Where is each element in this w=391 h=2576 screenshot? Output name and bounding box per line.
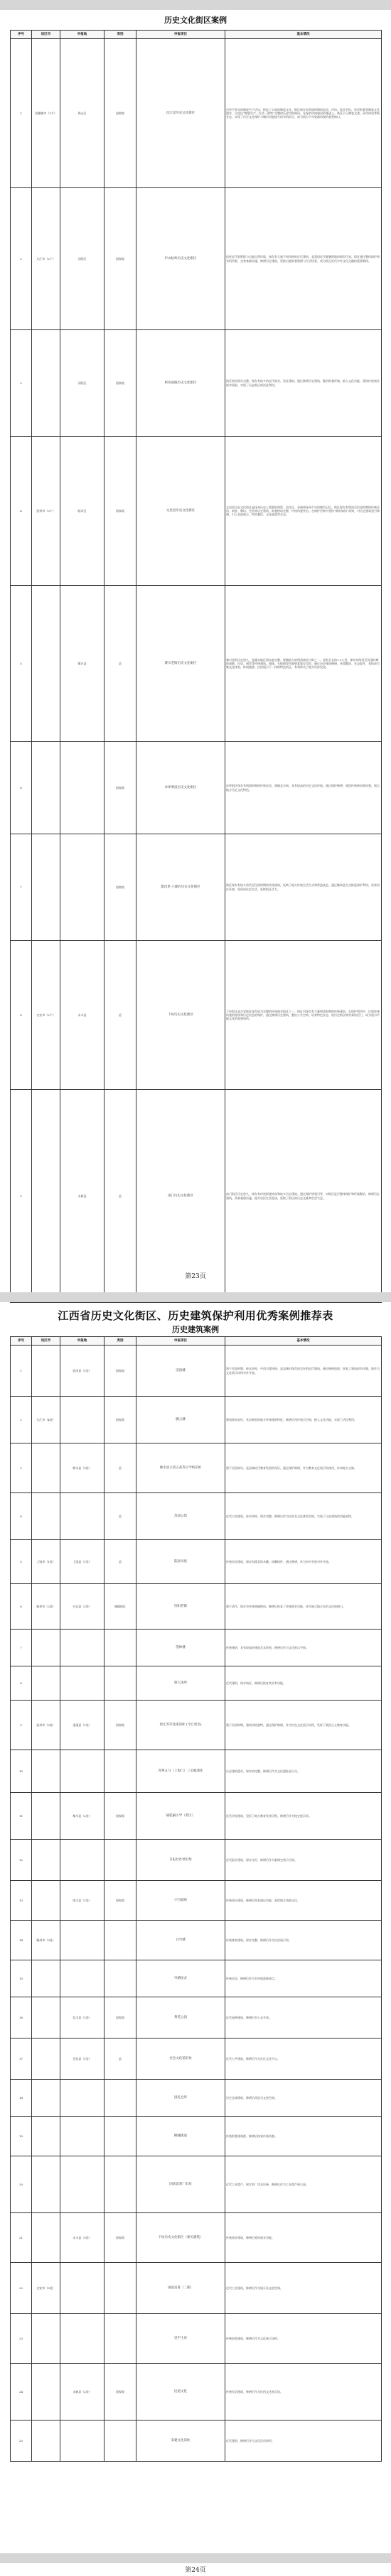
- cell-project: 柳城街道: [136, 2117, 225, 2156]
- table-row: [11, 586, 382, 742]
- cell-no: 1: [11, 1346, 32, 1397]
- cell-project: 建昌里·六源府历史文化街区: [136, 834, 225, 941]
- col-header-project: 申报项目: [136, 1337, 225, 1346]
- cell-desc: 近代工业建筑，修缮后作为展示及文创空间。: [225, 2263, 382, 2314]
- cell-project: 日报社社址旧址: [136, 1840, 225, 1881]
- cell-type: 县: [105, 1540, 136, 1584]
- cell-place: 浔阳区: [60, 188, 105, 330]
- cell-place: 信丰县（1处）: [60, 1997, 105, 2039]
- cell-place: [60, 834, 105, 941]
- cell-city: 抚州市（3个）: [32, 437, 60, 586]
- cell-city: [32, 586, 60, 742]
- table-row: [11, 1997, 382, 2039]
- cell-city: [32, 2039, 60, 2080]
- cell-desc: 近代建筑，修缮后作为文化活动场所。: [225, 2421, 382, 2462]
- cell-place: 分宜县（2处）: [60, 1584, 105, 1630]
- cell-desc: 南门街区历史悠久，保存有传统街巷格局和较多历史建筑。通过保护规划引导，对街区进行整体保护和环境整治，修缮历史建筑，改善基础设施，提升居民生活品质，延续了街区的历史文脉和生活气息。: [225, 1090, 382, 1303]
- cell-type: [105, 2263, 136, 2314]
- cell-place: 临川区: [60, 437, 105, 586]
- cell-place: [60, 1493, 105, 1540]
- page-b: [0, 1292, 391, 2576]
- cell-city: [32, 1346, 60, 1397]
- cell-no: 7: [11, 1630, 32, 1666]
- cell-project: 下坊历史文化街区（相关建筑）: [136, 2213, 225, 2263]
- cell-type: [105, 1666, 136, 1701]
- cell-type: 国家级: [105, 330, 136, 437]
- page-number-a: 第23页: [185, 1273, 206, 1280]
- cell-desc: 传统戏台建筑，修缮后恢复演出功能，延续地方戏曲文化。: [225, 1881, 382, 1921]
- cell-place: [60, 1840, 105, 1881]
- table-row: [11, 2039, 382, 2080]
- cell-no: 23: [11, 2314, 32, 2364]
- cell-no: 6: [11, 742, 32, 834]
- cell-project: 陆园书屋: [136, 1540, 225, 1584]
- cell-type: 国家级: [105, 1346, 136, 1397]
- cell-desc: 近代公馆建筑，砖木结构，保存完整。修缮后作为民宿及文化体验空间，实现了历史建筑的功能延续。: [225, 1493, 382, 1540]
- cell-place: 永丰县（3处）: [60, 2213, 105, 2263]
- cell-place: [60, 1397, 105, 1443]
- cell-project: 沙坪明清历史文化街区: [136, 742, 225, 834]
- cell-type: [105, 2156, 136, 2213]
- cell-type: [105, 2080, 136, 2117]
- cell-type: 国家级: [105, 1701, 136, 1750]
- cell-city: [32, 834, 60, 941]
- cell-place: 永新县: [60, 1090, 105, 1303]
- cell-type: 国家级: [105, 1997, 136, 2039]
- table-row: [11, 2213, 382, 2263]
- col-header-type: 类别: [105, 31, 136, 39]
- cell-no: 14: [11, 1921, 32, 1960]
- cell-no: 3: [11, 330, 32, 437]
- cell-project: 国富雷菁厂旧址: [136, 2156, 225, 2213]
- cell-no: 21: [11, 2213, 32, 2263]
- cell-city: [32, 2314, 60, 2364]
- table-row: [11, 1793, 382, 1840]
- table-b: [10, 1336, 382, 2462]
- section-title-b: 历史建筑案例: [172, 1325, 219, 1334]
- cell-desc: 街区格局保存完整，保存有较多的近代商业、居住建筑。通过修缮历史建筑、整治街巷环境、植入文化功能，延续传统商业街市氛围，实现了历史街区的活化利用。: [225, 330, 382, 437]
- cell-desc: 传统民居，修缮后作为乡村旅游接待点。: [225, 1960, 382, 1997]
- cell-no: 5: [11, 1540, 32, 1584]
- cell-place: [60, 2263, 105, 2314]
- cell-type: 国家级: [105, 2213, 136, 2263]
- cell-desc: 沙坪街区保存有明清时期的传统民居、商铺及宗祠，具有较高的历史文化价值。通过保护修缮，延续传统格局和风貌，展示地方历史文化特色。: [225, 742, 382, 834]
- cell-no: 20: [11, 2156, 32, 2213]
- cell-place: [60, 742, 105, 834]
- cell-no: 25: [11, 2421, 32, 2462]
- cell-desc: 文昌里历史文化街区是抚州历史上重要的商贸、居住区，承载着抚州千年的城市记忆。街区保存有明清至民国时期的传统民居、祠堂、牌坊、会馆等历史建筑，街巷格局完整，传统风貌突出。在保护更新中坚持“修旧如旧”原则，对历史建筑进行修缮，引入非遗展示、特色餐饮、文化旅游等业态。: [225, 437, 382, 586]
- cell-type: [105, 2314, 136, 2364]
- cell-project: 文昌里历史文化街区: [136, 437, 225, 586]
- cell-type: 县: [105, 2039, 136, 2080]
- table-row: [11, 1540, 382, 1584]
- table-row: [11, 1397, 382, 1443]
- cell-project: 黄花公园: [136, 1997, 225, 2039]
- cell-city: [32, 2213, 60, 2263]
- cell-place: 彭泽县（1处）: [60, 1346, 105, 1397]
- col-header-no: 序号: [11, 31, 32, 39]
- table-row: [11, 2364, 382, 2421]
- cell-type: 国家级: [105, 1793, 136, 1840]
- cell-city: [32, 330, 60, 437]
- cell-type: [105, 1960, 136, 1997]
- cell-place: [60, 1666, 105, 1701]
- cell-place: [60, 2080, 105, 2117]
- cell-no: 4: [11, 1493, 32, 1540]
- table-row: [11, 1750, 382, 1793]
- cell-project: 原江苏军党部旧址 (今已更名): [136, 1701, 225, 1750]
- col-header-city: 设区市: [32, 1337, 60, 1346]
- cell-no: 9: [11, 1090, 32, 1303]
- col-header-place: 申报地: [60, 1337, 105, 1346]
- cell-desc: 建于民国时期，建筑风格独特。通过保护修缮，作为红色文化展示场所，发挥了爱国主义教育功能。: [225, 1701, 382, 1750]
- cell-project: 南门历史文化街区: [136, 1090, 225, 1303]
- col-header-no: 序号: [11, 1337, 32, 1346]
- table-row: [11, 2117, 382, 2156]
- table-row: [11, 1881, 382, 1921]
- cell-desc: 街区保存有较多清代至民国时期的传统建筑，反映了地方传统生活方式和营造技艺。通过微改造方式推进保护利用，改善居住环境，保留原住民生活，延续街区活力。: [225, 834, 382, 941]
- cell-project: 民道文化: [136, 2364, 225, 2421]
- cell-city: [32, 1960, 60, 1997]
- cell-desc: 黎川老街历史悠久，是赣东地区保存最完整、规模最大的明清商业古街之一。老街全长约1.5公里，保存有明清至民国时期的商铺、民居、祠堂等传统建筑，骑楼、石板路等风貌要素保存完好。通过历史建筑修缮、环境整治、业态提升，老街成为集文化体验、休闲旅游、民俗展示于一体的特色街区，有效带动了地方经济发展。: [225, 586, 382, 742]
- cell-city: [32, 1750, 60, 1793]
- cell-no: 3: [11, 1443, 32, 1493]
- cell-place: [60, 1630, 105, 1666]
- table-row: [11, 742, 382, 834]
- cell-city: 吉安市（2个）: [32, 941, 60, 1090]
- table-row: [11, 2156, 382, 2213]
- col-header-city: 设区市: [32, 31, 60, 39]
- table-row: [11, 437, 382, 586]
- cell-place: 永新县（2处）: [60, 2364, 105, 2421]
- cell-type: 国家级: [105, 742, 136, 834]
- cell-no: 24: [11, 2364, 32, 2421]
- cell-no: 2: [11, 188, 32, 330]
- cell-place: 黎川县: [60, 586, 105, 742]
- cell-type: 县: [105, 1493, 136, 1540]
- table-row: [11, 834, 382, 941]
- table-header-row-a: [11, 31, 382, 39]
- cell-city: [32, 1997, 60, 2039]
- table-row: [11, 1443, 382, 1493]
- cell-project: 庐山牯岭历史文化街区: [136, 188, 225, 330]
- cell-no: 8: [11, 1666, 32, 1701]
- cell-type: 国家级: [105, 834, 136, 941]
- cell-city: 九江市（2个）: [32, 188, 60, 330]
- cell-type: 国家级: [105, 2364, 136, 2421]
- table-row: [11, 330, 382, 437]
- cell-place: 修水县（3处）: [60, 1443, 105, 1493]
- cell-desc: 传统商业建筑，修缮后延续商业功能。: [225, 2213, 382, 2263]
- cell-place: [60, 2156, 105, 2213]
- cell-desc: 建筑保存较好，具有典型的地方传统建筑特征。修缮后用作展示空间，植入文化功能，实现了活化利用。: [225, 1397, 382, 1443]
- cell-desc: 近代工业遗产，保存有厂房及设备，修缮后作为工业遗产展示园。: [225, 2156, 382, 2213]
- cell-place: [60, 2117, 105, 2156]
- cell-no: 13: [11, 1881, 32, 1921]
- table-row: [11, 39, 382, 188]
- table-row: [11, 1493, 382, 1540]
- cell-type: [105, 2117, 136, 2156]
- table-a: [10, 30, 382, 1303]
- cell-type: 国家级: [105, 188, 136, 330]
- cell-project: 里甲王府: [136, 2314, 225, 2364]
- cell-no: 1: [11, 39, 32, 188]
- cell-no: 16: [11, 1997, 32, 2039]
- cell-place: [60, 1921, 105, 1960]
- cell-desc: 传统客家建筑，保存完整，修缮后作为民俗展示馆。: [225, 1921, 382, 1960]
- cell-desc: 历史仓储建筑，修缮后改造为文创空间。: [225, 2080, 382, 2117]
- table-row: [11, 2080, 382, 2117]
- cell-city: [32, 1881, 60, 1921]
- cell-type: 国家级: [105, 1397, 136, 1443]
- cell-desc: 传统街巷建筑群，修缮后恢复传统风貌。: [225, 2117, 382, 2156]
- cell-project: 小巧剧场: [136, 1881, 225, 1921]
- cell-place: [60, 1750, 105, 1793]
- cell-city: [32, 2080, 60, 2117]
- cell-project: 钤阳老街: [136, 1584, 225, 1630]
- cell-place: 永丰县: [60, 941, 105, 1090]
- cell-no: 19: [11, 2117, 32, 2156]
- page-separator-band: [0, 1292, 391, 1302]
- cell-city: [32, 2117, 60, 2156]
- cell-city: 九江市（4处）: [32, 1397, 60, 1443]
- table-row: [11, 2263, 382, 2314]
- cell-place: 浔阳区: [60, 330, 105, 437]
- cell-no: 7: [11, 834, 32, 941]
- table-row: [11, 2421, 382, 2462]
- cell-place: 南丰县（1处）: [60, 1881, 105, 1921]
- cell-type: 国家级: [105, 1881, 136, 1921]
- cell-project: 国富雷菁（二期）: [136, 2263, 225, 2314]
- cell-no: 12: [11, 1840, 32, 1881]
- col-header-type: 类别: [105, 1337, 136, 1346]
- table-row: [11, 1346, 382, 1397]
- cell-city: [32, 2364, 60, 2421]
- table-row: [11, 1584, 382, 1630]
- cell-project: 黎川老街历史文化街区: [136, 586, 225, 742]
- document-title: 江西省历史文化街区、历史建筑保护利用优秀案例推荐表: [58, 1309, 333, 1322]
- cell-desc: 近代公共建筑，修缮后作为社区文化中心。: [225, 2039, 382, 2080]
- table-row: [11, 2314, 382, 2364]
- cell-no: 10: [11, 1750, 32, 1793]
- cell-no: 2: [11, 1397, 32, 1443]
- cell-place: [60, 2314, 105, 2364]
- cell-desc: 建于民国初年，是县域近代教育发展的见证。通过保护修缮，作为教育文化展示馆使用，传承地方文脉。: [225, 1443, 382, 1493]
- cell-desc: 历史建筑遗存，保存较完整。修缮后作为文化遗址展示点。: [225, 1750, 382, 1793]
- cell-project: 来建文化旧址: [136, 2421, 225, 2462]
- table-row: [11, 188, 382, 330]
- cell-no: 17: [11, 2039, 32, 2080]
- table-row: [11, 1840, 382, 1881]
- cell-desc: 传统民居建筑，保存有精美的木雕、砖雕构件。通过修缮，作为乡村书屋对外开放。: [225, 1540, 382, 1584]
- cell-desc: 下坊街区是吉安地区保存较为完整的传统商业街区之一，街区内保存有大量明清时期的传统建筑。在保护利用中，注重传统风貌的延续和历史信息的保护，通过修缮历史建筑、整治公共空间、培育特色业态，使历史街区焕发新的活力，成为展示庐陵文化的重要场所。: [225, 941, 382, 1090]
- cell-type: 县: [105, 1090, 136, 1303]
- cell-city: [32, 1630, 60, 1666]
- page-top-band: [0, 0, 391, 10]
- cell-no: 11: [11, 1793, 32, 1840]
- cell-type: 县: [105, 586, 136, 742]
- cell-desc: 历经千余年的陶瓷生产活动，积淀了丰富的陶瓷文化。街区保存有明清时期的窑房、作坊、瓷业会馆、里弄街巷等陶瓷文化遗存，呈现出“陶瓷生产—生活—销售”完整的历史空间格局。在保护传统格局的基础上，街区引入陶瓷文创、研学体验等新业态，实现了历史文化保护与城市功能提升的有机结合，成为展示千年瓷都风貌的重要窗口。: [225, 39, 382, 188]
- cell-city: [32, 1493, 60, 1540]
- cell-place: 珠山区: [60, 39, 105, 188]
- cell-city: [32, 1840, 60, 1881]
- cell-project: 修水县立第五高等小学校旧址: [136, 1443, 225, 1493]
- cell-type: [105, 1840, 136, 1881]
- table-row: [11, 1630, 382, 1666]
- cell-project: 苏州五马（上海门）三宝殿遗址: [136, 1750, 225, 1793]
- col-header-place: 申报地: [60, 31, 105, 39]
- table-row: [11, 1921, 382, 1960]
- cell-project: 下坊历史文化街区: [136, 941, 225, 1090]
- cell-place: 金溪县（1处）: [60, 1701, 105, 1750]
- cell-project: 箔林楼: [136, 1630, 225, 1666]
- cell-project: 昌江里历史文化街区: [136, 39, 225, 188]
- cell-project: 庾亮南路历史文化街区: [136, 330, 225, 437]
- cell-project: 苏园公馆: [136, 1493, 225, 1540]
- cell-project: 通乾嗣小学（苏区）: [136, 1793, 225, 1840]
- cell-project: 国礼仓库: [136, 2080, 225, 2117]
- cell-type: 县: [105, 1443, 136, 1493]
- cell-no: 18: [11, 2080, 32, 2117]
- cell-type: [105, 1750, 136, 1793]
- cell-place: [60, 1960, 105, 1997]
- cell-city: [32, 1793, 60, 1840]
- cell-desc: 传统府第建筑，修缮后作为文化展示场所。: [225, 2314, 382, 2364]
- col-header-project: 申报项目: [136, 31, 225, 39]
- cell-project: 岑塘屋舍: [136, 1960, 225, 1997]
- cell-city: 吉安市（5处）: [32, 2263, 60, 2314]
- page-bottom-band: [0, 2553, 391, 2563]
- cell-no: 9: [11, 1701, 32, 1750]
- cell-place: 黎川县（2处）: [60, 1793, 105, 1840]
- cell-no: 4: [11, 437, 32, 586]
- cell-place: [60, 2421, 105, 2462]
- cell-project: 沼园楼: [136, 1346, 225, 1397]
- cell-desc: 建于清代，保存有传统商铺格局。修缮后恢复了传统商业功能，成为展示地方民俗文化的窗口。: [225, 1584, 382, 1630]
- cell-no: 5: [11, 586, 32, 742]
- cell-desc: 近代报社建筑，保存完好，修缮后作为新闻史展示空间。: [225, 1840, 382, 1881]
- col-header-desc: 基本情况: [225, 31, 382, 39]
- cell-project: 白竹楼: [136, 1921, 225, 1960]
- cell-type: [105, 1630, 136, 1666]
- cell-city: [32, 1443, 60, 1493]
- table-row: [11, 1701, 382, 1750]
- cell-no: 6: [11, 1584, 32, 1630]
- cell-city: 新余市（2处）: [32, 1584, 60, 1630]
- table-header-row-b: [11, 1337, 382, 1346]
- cell-no: 8: [11, 941, 32, 1090]
- cell-desc: 近代学校建筑，见证了地方教育发展历程。修缮后作为校史展示馆。: [225, 1793, 382, 1840]
- cell-city: 赣州市（3处）: [32, 1921, 60, 1960]
- table-row: [11, 1666, 382, 1701]
- cell-place: 会昌县（1处）: [60, 2039, 105, 2080]
- cell-no: 15: [11, 1960, 32, 1997]
- cell-city: [32, 1666, 60, 1701]
- cell-desc: 近代建筑，保存较好，修缮后恢复其原有功能。: [225, 1666, 382, 1701]
- cell-type: [105, 2421, 136, 2462]
- cell-type: 国家级: [105, 39, 136, 188]
- cell-no: 22: [11, 2263, 32, 2314]
- cell-type: 县: [105, 941, 136, 1090]
- cell-project: 腾云楼: [136, 1397, 225, 1443]
- section-title-a: 历史文化街区案例: [164, 16, 227, 25]
- table-row: [11, 1960, 382, 1997]
- table-row: [11, 941, 382, 1090]
- cell-type: [105, 1921, 136, 1960]
- cell-city: 景德镇市（1个）: [32, 39, 60, 188]
- col-header-desc: 基本情况: [225, 1337, 382, 1346]
- cell-type: 国家级: [105, 437, 136, 586]
- cell-place: 上饶县（1处）: [60, 1540, 105, 1584]
- cell-desc: 传统民居建筑，修缮后作为民俗文化展示馆。: [225, 2364, 382, 2421]
- page-number-b: 第24页: [185, 2567, 206, 2574]
- cell-desc: 传统建筑，具有较高的建筑艺术价值。修缮后作为文化展示空间。: [225, 1630, 382, 1666]
- cell-desc: 近代园林建筑，修缮后对公众开放。: [225, 1997, 382, 2039]
- cell-city: 抚州市（5处）: [32, 1701, 60, 1750]
- cell-city: [32, 2421, 60, 2462]
- cell-project: 歇人场所: [136, 1666, 225, 1701]
- cell-city: 上饶市（1处）: [32, 1540, 60, 1584]
- cell-project: 社会文化馆旧址: [136, 2039, 225, 2080]
- cell-desc: 建于民国时期，砖木结构，中西合璧风格，是县域内保存较完好的近代建筑。通过修缮加固，恢复了建筑原有风貌，现作为文化展示场所对外开放。: [225, 1346, 382, 1397]
- cell-desc: 依托近代别墅群与山地自然环境，保存有大量不同风格的近代建筑，是我国近代避暑胜地的典型代表。街区通过整体保护和有机更新，完善基础设施，修缮历史建筑，延续山地街巷肌理与生活场景，成为展示近代中外文化交融的重要载体。: [225, 188, 382, 330]
- cell-type: 城镇街区: [105, 1584, 136, 1630]
- cell-city: [32, 2156, 60, 2213]
- cell-city: [32, 742, 60, 834]
